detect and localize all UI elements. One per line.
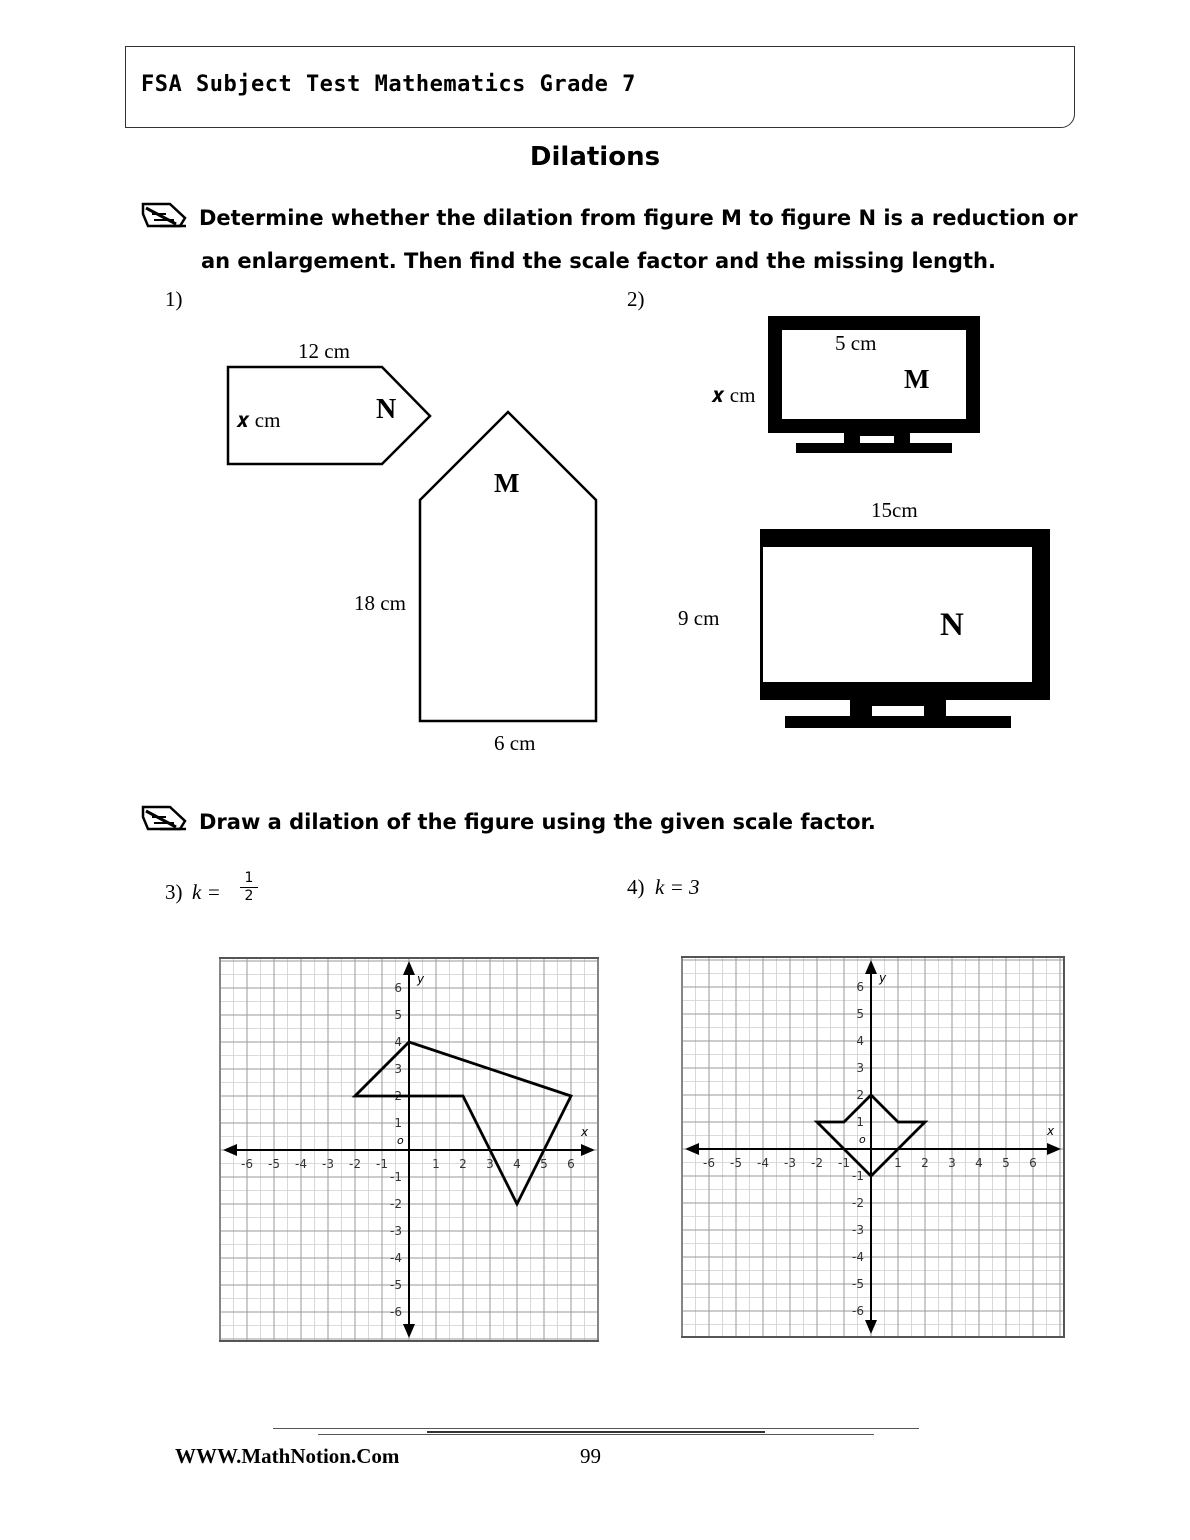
instruction-line-1: Determine whether the dilation from figure M to figure N is a reduction or [199, 206, 1078, 230]
pencil-hand-icon [140, 803, 190, 833]
x-tick-label: 3 [486, 1157, 494, 1171]
y-tick-label: -6 [852, 1304, 864, 1318]
figure-m-side-label: 18 cm [354, 591, 406, 615]
y-tick-label: -1 [852, 1169, 864, 1183]
figure-n-letter: N [376, 394, 397, 425]
y-tick-label: -4 [852, 1250, 864, 1264]
origin-label: o [397, 1134, 404, 1147]
y-tick-label: 5 [394, 1008, 402, 1022]
monitor-n-letter: N [940, 607, 964, 643]
y-tick-label: 3 [394, 1062, 402, 1076]
x-tick-label: -2 [811, 1156, 823, 1170]
monitor-m-top-label: 5 cm [835, 331, 877, 355]
x-tick-label: 3 [948, 1156, 956, 1170]
y-tick-label: -6 [390, 1305, 402, 1319]
x-tick-label: 1 [894, 1156, 902, 1170]
footer-rule-3 [318, 1434, 874, 1435]
x-tick-label: 6 [567, 1157, 575, 1171]
x-tick-label: 2 [921, 1156, 929, 1170]
y-tick-label: 2 [856, 1088, 864, 1102]
page-title: Dilations [529, 142, 661, 172]
y-axis-label: y [417, 972, 425, 986]
y-tick-label: -2 [390, 1197, 402, 1211]
figure-n-side-label: 𝒙 cm [236, 408, 281, 432]
instruction-draw: Draw a dilation of the figure using the given scale factor. [199, 810, 876, 834]
origin-label: o [859, 1133, 866, 1146]
problem-2-number: 2) [627, 287, 645, 311]
coordinate-grid-problem-3[interactable] [219, 957, 599, 1342]
scale-fraction [240, 870, 258, 905]
figure-m-letter: M [494, 468, 520, 498]
y-tick-label: 6 [394, 981, 402, 995]
y-tick-label: -5 [852, 1277, 864, 1291]
y-tick-label: 1 [856, 1115, 864, 1129]
x-tick-label: -3 [784, 1156, 796, 1170]
x-tick-label: -6 [241, 1157, 253, 1171]
x-tick-label: -6 [703, 1156, 715, 1170]
y-tick-label: -5 [390, 1278, 402, 1292]
x-axis-label: x [1047, 1124, 1055, 1138]
monitor-n-shape [760, 538, 1041, 728]
page-number: 99 [580, 1444, 601, 1468]
figure-m-shape [420, 412, 596, 721]
instruction-line-2: an enlargement. Then find the scale factor and the missing length. [201, 249, 996, 273]
problem-4-k-label: k = 3 [655, 875, 700, 899]
y-tick-label: 5 [856, 1007, 864, 1021]
figure-n-top-label: 12 cm [298, 339, 350, 363]
fraction-numerator: 1 [244, 870, 254, 886]
x-tick-label: -2 [349, 1157, 361, 1171]
x-tick-label: -4 [295, 1157, 307, 1171]
figure-m-bottom-label: 6 cm [494, 731, 536, 755]
monitor-n-side-label: 9 cm [678, 606, 720, 630]
monitor-m-side-label: 𝒙 cm [711, 383, 756, 407]
y-tick-label: 4 [856, 1034, 864, 1048]
x-tick-label: 4 [513, 1157, 521, 1171]
x-tick-label: 6 [1029, 1156, 1037, 1170]
x-tick-label: -1 [838, 1156, 850, 1170]
x-tick-label: 5 [1002, 1156, 1010, 1170]
pencil-hand-icon [140, 200, 190, 230]
y-tick-label: 4 [394, 1035, 402, 1049]
y-tick-label: -3 [390, 1224, 402, 1238]
x-tick-label: -5 [730, 1156, 742, 1170]
footer-rule-1 [273, 1428, 919, 1429]
monitor-m-letter: M [904, 364, 930, 394]
x-tick-label: 1 [432, 1157, 440, 1171]
y-tick-label: -1 [390, 1170, 402, 1184]
x-tick-label: -4 [757, 1156, 769, 1170]
x-tick-label: -5 [268, 1157, 280, 1171]
y-axis-label: y [879, 971, 887, 985]
y-tick-label: 6 [856, 980, 864, 994]
x-tick-label: -1 [376, 1157, 388, 1171]
y-tick-label: -4 [390, 1251, 402, 1265]
footer-rule-2 [427, 1431, 765, 1433]
y-tick-label: 1 [394, 1116, 402, 1130]
header-title: FSA Subject Test Mathematics Grade 7 [141, 72, 636, 97]
x-axis-label: x [581, 1125, 589, 1139]
x-tick-label: -3 [322, 1157, 334, 1171]
fraction-denominator: 2 [240, 887, 258, 905]
y-tick-label: -2 [852, 1196, 864, 1210]
y-tick-label: 2 [394, 1089, 402, 1103]
problem-3-number: 3) [165, 880, 183, 904]
x-tick-label: 4 [975, 1156, 983, 1170]
problem-4-number: 4) [627, 875, 645, 899]
problem-1-number: 1) [165, 287, 183, 311]
monitor-n-top-label: 15cm [871, 498, 918, 522]
y-tick-label: -3 [852, 1223, 864, 1237]
footer-site[interactable]: WWW.MathNotion.Com [175, 1444, 400, 1468]
x-tick-label: 2 [459, 1157, 467, 1171]
y-tick-label: 3 [856, 1061, 864, 1075]
coordinate-grid-problem-4[interactable] [681, 956, 1065, 1338]
x-tick-label: 5 [540, 1157, 548, 1171]
problem-3-k-label: k = [192, 880, 221, 904]
